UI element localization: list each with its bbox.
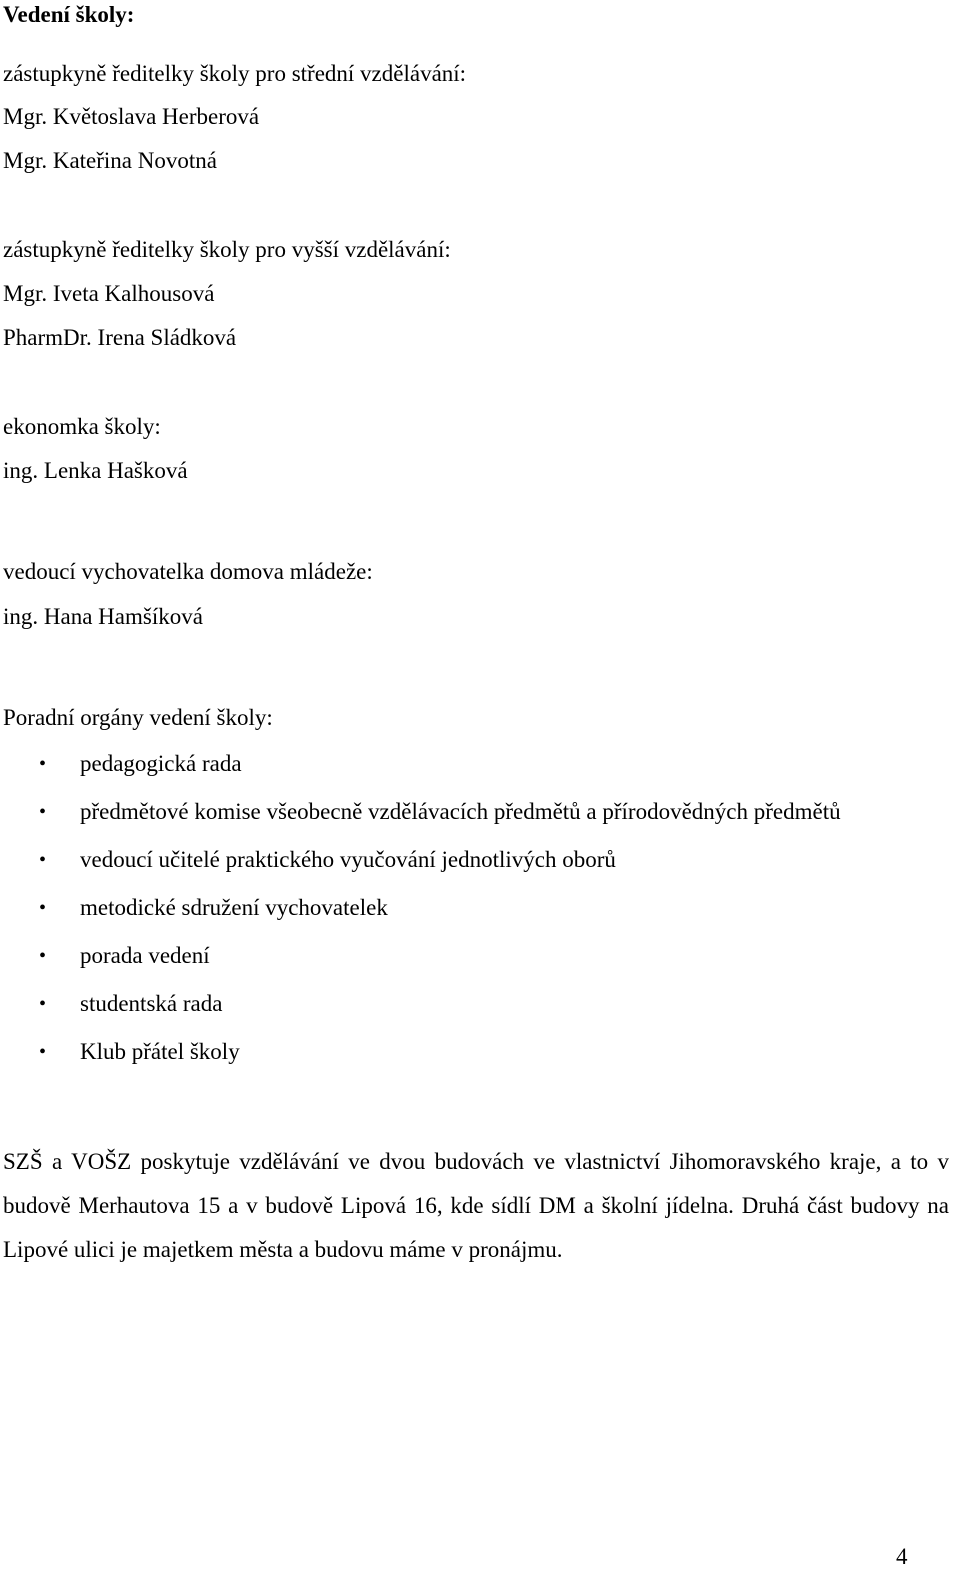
- higher-deputy-name-2: PharmDr. Irena Sládková: [3, 325, 237, 350]
- bullet-icon: •: [39, 753, 47, 775]
- list-item-text: studentská rada: [80, 991, 223, 1016]
- economist-name: ing. Lenka Hašková: [3, 458, 188, 483]
- higher-deputy-name-1: Mgr. Iveta Kalhousová: [3, 281, 215, 306]
- list-item-text: metodické sdružení vychovatelek: [80, 895, 388, 920]
- list-item-text: vedoucí učitelé praktického vyučování jednotlivých oborů: [80, 847, 616, 872]
- list-item-text: Klub přátel školy: [80, 1039, 240, 1064]
- bullet-icon: •: [39, 993, 47, 1015]
- secondary-deputy-name-2: Mgr. Kateřina Novotná: [3, 148, 217, 173]
- list-item-text: pedagogická rada: [80, 751, 242, 776]
- bullet-icon: •: [39, 897, 47, 919]
- bullet-icon: •: [39, 945, 47, 967]
- page-heading: Vedení školy:: [3, 2, 135, 27]
- buildings-paragraph: SZŠ a VOŠZ poskytuje vzdělávání ve dvou budovách ve vlastnictví Jihomoravského kraje, a to v budově Merhautova 15 a v budově Lipová 16, kde sídlí DM a školní jídelna. Druhá část budovy na Lipové ulici je majetkem města a budovu máme v pronájmu.: [3, 1149, 949, 1262]
- secondary-deputy-name-1: Mgr. Květoslava Herberová: [3, 104, 260, 129]
- page-number: 4: [896, 1544, 908, 1569]
- higher-deputy-label: zástupkyně ředitelky školy pro vyšší vzdělávání:: [3, 237, 451, 262]
- advisory-label: Poradní orgány vedení školy:: [3, 705, 273, 730]
- bullet-icon: •: [39, 849, 47, 871]
- bullet-icon: •: [39, 1041, 47, 1063]
- dorm-head-name: ing. Hana Hamšíková: [3, 604, 203, 629]
- secondary-deputy-label: zástupkyně ředitelky školy pro střední vzdělávání:: [3, 61, 467, 86]
- economist-label: ekonomka školy:: [3, 414, 161, 439]
- bullet-icon: •: [39, 801, 47, 823]
- dorm-head-label: vedoucí vychovatelka domova mládeže:: [3, 559, 373, 584]
- list-item-text: porada vedení: [80, 943, 210, 968]
- list-item-text: předmětové komise všeobecně vzdělávacích předmětů a přírodovědných předmětů: [80, 799, 841, 824]
